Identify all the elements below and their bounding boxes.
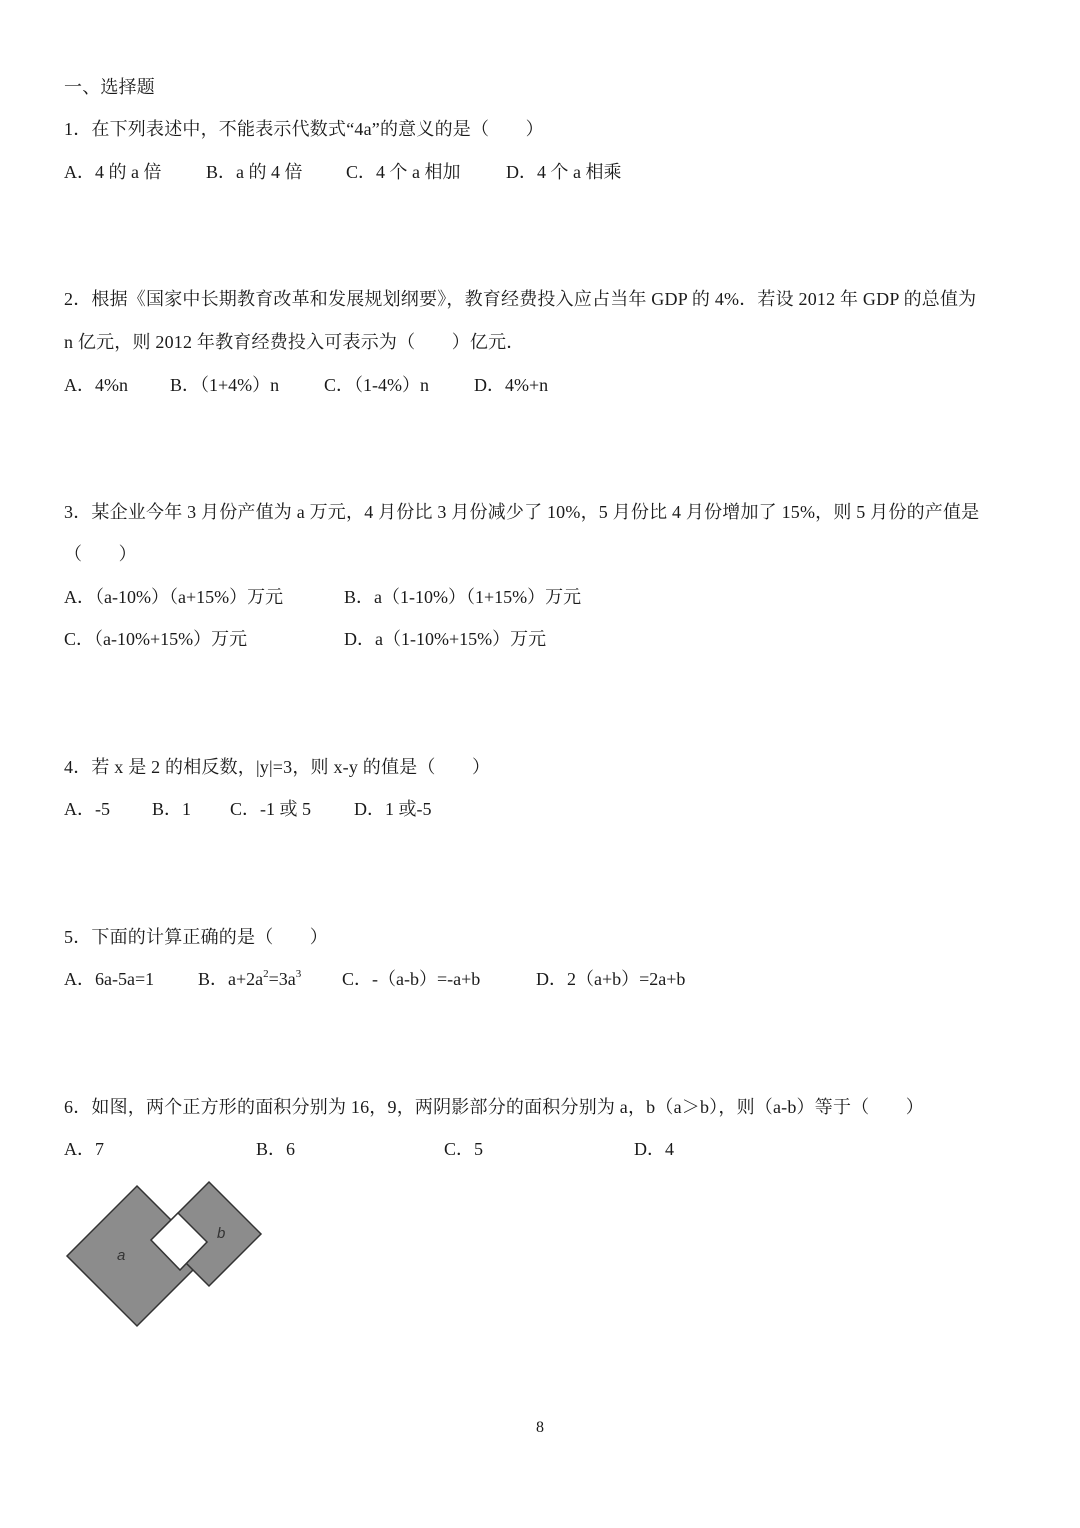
question-4-option-c: C．-1 或 5 [230, 799, 311, 819]
question-5-option-c: C．-（a-b）=-a+b [342, 969, 481, 989]
question-1-stem: 1．在下列表述中，不能表示代数式“4a”的意义的是（ ） [64, 119, 544, 139]
question-4-stem: 4．若 x 是 2 的相反数，|y|=3，则 x-y 的值是（ ） [64, 757, 491, 777]
section-title: 一、选择题 [64, 77, 155, 97]
question-6-option-a: A．7 [64, 1139, 104, 1159]
two-squares-figure [62, 1178, 266, 1332]
question-2-stem-line-2: n 亿元，则 2012 年教育经费投入可表示为（ ）亿元． [64, 332, 525, 352]
question-4-option-a: A．-5 [64, 799, 110, 819]
question-5-option-b-base: B．a+2a [198, 969, 264, 989]
question-5-option-b-exponent-1: 2 [263, 968, 269, 980]
question-2-option-c: C．（1-4%）n [324, 375, 429, 395]
question-3-stem-line-2: （ ） [64, 544, 137, 564]
question-2-option-a: A．4%n [64, 375, 128, 395]
question-5-option-b [198, 967, 301, 991]
question-3-option-c: C．（a-10%+15%）万元 [64, 629, 248, 649]
question-1-option-d: D．4 个 a 相乘 [506, 162, 622, 182]
question-4-option-b: B．1 [152, 799, 192, 819]
question-3-stem-line-1: 3．某企业今年 3 月份产值为 a 万元，4 月份比 3 月份减少了 10%，5 月份比 4 月份增加了 15%，则 5 月份的产值是 [64, 502, 980, 522]
question-5-option-b-result: =3a [268, 969, 296, 989]
question-1-option-c: C．4 个 a 相加 [346, 162, 461, 182]
question-2-option-b: B．（1+4%）n [170, 375, 280, 395]
question-1-option-a: A．4 的 a 倍 [64, 162, 162, 182]
question-5-option-d: D．2（a+b）=2a+b [536, 969, 686, 989]
question-4-option-d: D．1 或-5 [354, 799, 432, 819]
question-6-option-d: D．4 [634, 1139, 674, 1159]
question-3-option-d: D．a（1-10%+15%）万元 [344, 629, 547, 649]
question-6-option-b: B．6 [256, 1139, 296, 1159]
question-5-option-a: A．6a-5a=1 [64, 969, 155, 989]
question-2-option-d: D．4%+n [474, 375, 549, 395]
page-number: 8 [536, 1419, 544, 1436]
question-2-stem-line-1: 2．根据《国家中长期教育改革和发展规划纲要》，教育经费投入应占当年 GDP 的 4%．若设 2012 年 GDP 的总值为 [64, 289, 977, 309]
question-1-option-b: B．a 的 4 倍 [206, 162, 303, 182]
question-3-option-b: B．a（1-10%）（1+15%）万元 [344, 587, 582, 607]
question-3-option-a: A．（a-10%）（a+15%）万元 [64, 587, 284, 607]
label-a: a [117, 1247, 126, 1264]
question-6-option-c: C．5 [444, 1139, 484, 1159]
question-6-stem: 6．如图，两个正方形的面积分别为 16，9，两阴影部分的面积分别为 a，b（a＞b），则（a-b）等于（ ） [64, 1097, 924, 1117]
question-5-stem: 5．下面的计算正确的是（ ） [64, 927, 328, 947]
question-5-option-b-exponent-2: 3 [295, 968, 302, 980]
label-b: b [217, 1225, 226, 1242]
